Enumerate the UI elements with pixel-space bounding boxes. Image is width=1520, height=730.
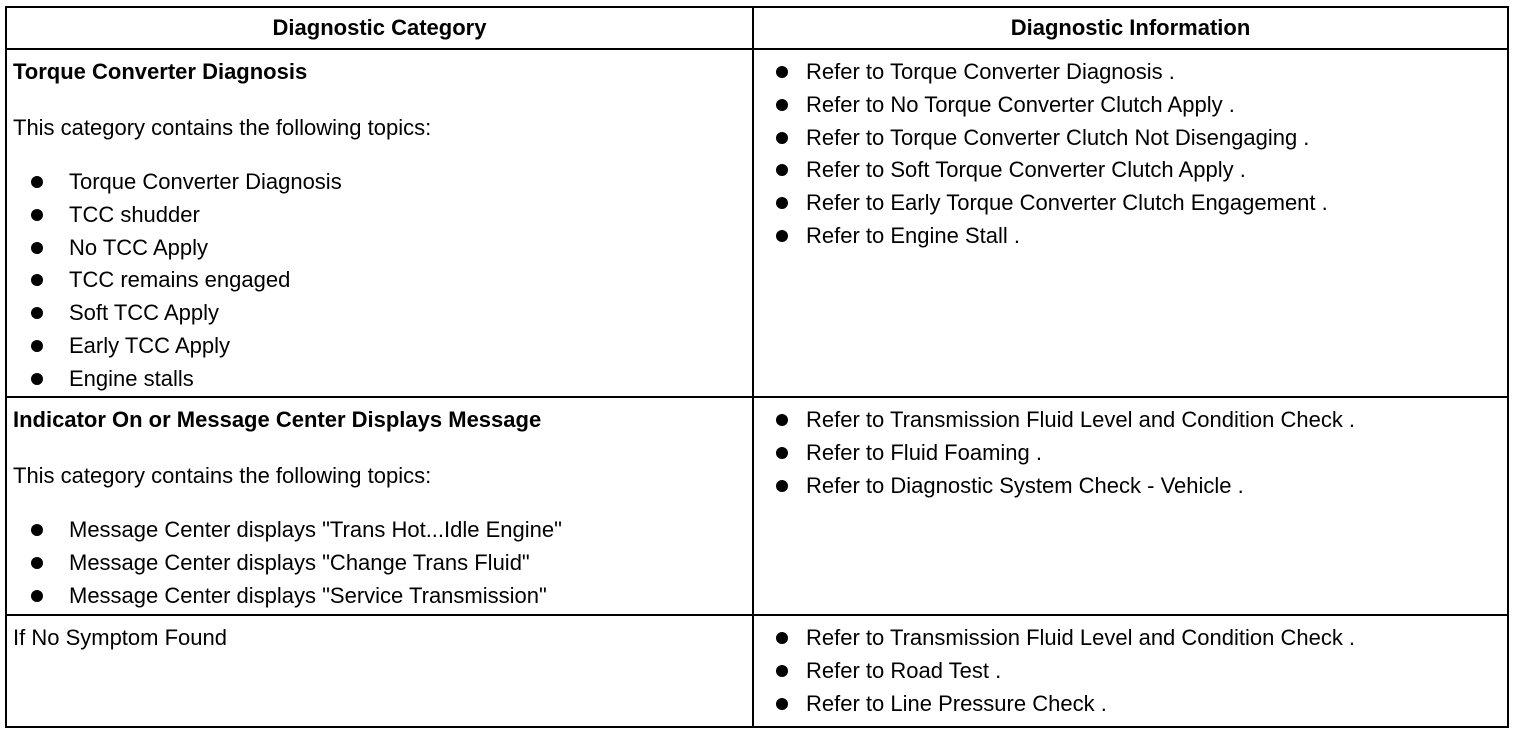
bullet-icon — [776, 230, 788, 242]
info-link[interactable]: Refer to Diagnostic System Check - Vehicle . — [806, 472, 1244, 498]
topic-text: Message Center displays "Change Trans Fluid" — [69, 549, 530, 575]
bullet-icon — [31, 307, 43, 319]
bullet-icon — [776, 665, 788, 677]
bullet-icon — [31, 209, 43, 221]
info-link[interactable]: Refer to Early Torque Converter Clutch Engagement . — [806, 190, 1328, 216]
bullet-icon — [776, 66, 788, 78]
category-description: This category contains the following topics: — [13, 463, 432, 488]
bullet-icon — [776, 447, 788, 459]
list-item — [31, 199, 746, 232]
bullet-icon — [776, 164, 788, 176]
bullet-icon — [776, 414, 788, 426]
bullet-icon — [31, 590, 43, 602]
list-item — [776, 655, 1507, 688]
list-item — [776, 187, 1507, 220]
list-item — [31, 363, 746, 396]
topic-text: TCC shudder — [69, 201, 200, 227]
info-link[interactable]: Refer to Torque Converter Diagnosis . — [806, 59, 1175, 84]
category-title: Torque Converter Diagnosis — [13, 59, 308, 84]
list-item — [776, 122, 1507, 155]
list-item — [31, 232, 746, 265]
table-row — [6, 49, 1508, 397]
topic-text: No TCC Apply — [69, 234, 208, 260]
list-item — [31, 514, 746, 547]
list-item — [31, 264, 746, 297]
category-cell — [6, 49, 753, 397]
topic-text: Torque Converter Diagnosis — [69, 169, 342, 194]
list-item — [776, 470, 1507, 503]
topic-text: TCC remains engaged — [69, 267, 291, 293]
topic-list — [13, 514, 746, 612]
information-cell — [753, 49, 1508, 397]
info-link[interactable]: Refer to Line Pressure Check . — [806, 690, 1107, 716]
bullet-icon — [776, 698, 788, 710]
bullet-icon — [31, 557, 43, 569]
info-link[interactable]: Refer to Transmission Fluid Level and Condition Check . — [806, 625, 1356, 650]
topic-text: Soft TCC Apply — [69, 300, 219, 326]
bullet-icon — [776, 480, 788, 492]
info-list — [776, 56, 1507, 253]
bullet-icon — [31, 274, 43, 286]
info-link[interactable]: Refer to Fluid Foaming . — [806, 439, 1042, 465]
bullet-icon — [31, 176, 43, 188]
category-cell — [6, 397, 753, 615]
list-item — [776, 89, 1507, 122]
list-item — [31, 547, 746, 580]
topic-text: Early TCC Apply — [69, 332, 230, 358]
list-item — [31, 330, 746, 363]
header-row — [6, 7, 1508, 49]
list-item — [31, 580, 746, 613]
info-link[interactable]: Refer to Torque Converter Clutch Not Disengaging . — [806, 124, 1310, 150]
info-link[interactable]: Refer to No Torque Converter Clutch Apply . — [806, 91, 1235, 117]
info-list — [776, 622, 1507, 720]
header-diagnostic-information: Diagnostic Information — [753, 7, 1508, 49]
category-title: If No Symptom Found — [13, 625, 227, 650]
info-link[interactable]: Refer to Engine Stall . — [806, 222, 1021, 248]
header-diagnostic-category: Diagnostic Category — [6, 7, 753, 49]
topic-text: Message Center displays "Service Transmission" — [69, 582, 547, 608]
information-cell — [753, 615, 1508, 727]
info-list — [776, 404, 1507, 502]
diagnostic-table — [5, 6, 1509, 728]
topic-text: Message Center displays "Trans Hot...Idle Engine" — [69, 517, 562, 542]
list-item — [31, 297, 746, 330]
list-item — [776, 220, 1507, 253]
bullet-icon — [31, 340, 43, 352]
bullet-icon — [31, 524, 43, 536]
category-description: This category contains the following topics: — [13, 115, 432, 140]
information-cell — [753, 397, 1508, 615]
bullet-icon — [31, 242, 43, 254]
category-title: Indicator On or Message Center Displays Message — [13, 407, 542, 432]
list-item — [776, 622, 1507, 655]
bullet-icon — [776, 632, 788, 644]
bullet-icon — [31, 373, 43, 385]
topic-list — [13, 166, 746, 396]
list-item — [776, 154, 1507, 187]
list-item — [776, 404, 1507, 437]
list-item — [31, 166, 746, 199]
list-item — [776, 56, 1507, 89]
list-item — [776, 688, 1507, 721]
table-row — [6, 615, 1508, 727]
info-link[interactable]: Refer to Road Test . — [806, 657, 1002, 683]
category-cell — [6, 615, 753, 727]
topic-text: Engine stalls — [69, 365, 194, 391]
bullet-icon — [776, 197, 788, 209]
info-link[interactable]: Refer to Transmission Fluid Level and Condition Check . — [806, 407, 1356, 432]
table-row — [6, 397, 1508, 615]
info-link[interactable]: Refer to Soft Torque Converter Clutch Apply . — [806, 157, 1246, 183]
bullet-icon — [776, 132, 788, 144]
list-item — [776, 437, 1507, 470]
bullet-icon — [776, 99, 788, 111]
